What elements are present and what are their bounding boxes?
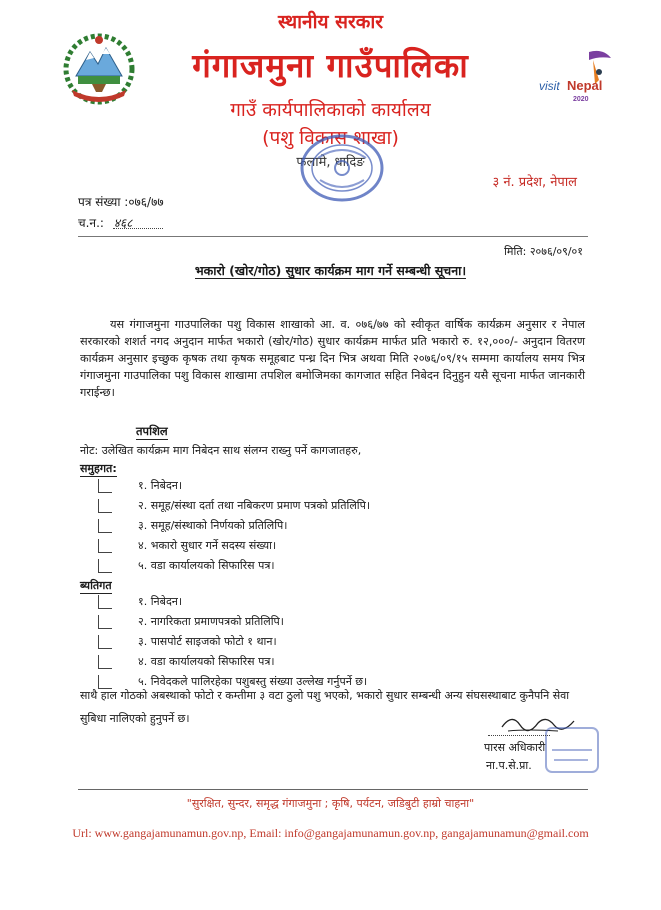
reference-label: पत्र संख्या : [78,195,129,209]
subject-text: भकारो (खोर/गोठ) सुधार कार्यक्रम माग गर्ने सम्बन्धी सूचना। [194,263,467,278]
svg-text:visit: visit [539,79,560,93]
list-item: २. समूह/संस्था दर्ता तथा नबिकरण प्रमाण पत्रको प्रतिलिपि। [98,496,370,516]
group-section-title: समुहगत: [80,462,117,475]
header-branch-name: (पशु विकास शाखा) [262,127,399,149]
list-item: ५. वडा कार्यालयको सिफारिस पत्र। [98,556,370,576]
signatory-stamp-icon [540,720,604,780]
details-heading: तपशिल [136,424,168,438]
letter-date [504,244,583,259]
date-label: मिति: [504,245,527,258]
list-item: ५. निवेदकले पालिरहेका पशुबस्तु संख्या उल्लेख गर्नुपर्ने छ। [98,672,367,692]
list-item: १. निबेदन। [98,476,370,496]
list-item: ४. वडा कार्यालयको सिफारिस पत्र। [98,652,367,672]
date-value: २०७६/०९/०१ [529,245,583,258]
svg-text:Nepal: Nepal [567,78,603,93]
header-municipality-name: गंगाजमुना गाउँपालिका [192,46,469,85]
list-item: २. नागरिकता प्रमाणपत्रको प्रतिलिपि। [98,612,367,632]
list-item: ३. पासपोर्ट साइजको फोटो १ थान। [98,632,367,652]
province-label: ३ नं. प्रदेश, नेपाल [492,175,577,190]
reference-number [78,193,164,210]
header-local-government: स्थानीय सरकार [277,11,384,33]
header-location: फलामे, धादिङ [296,155,365,170]
note-text: नोट: उलेखित कार्यक्रम माग निबेदन साथ संलग्न राख्नु पर्ने कागजातहरु, [80,444,362,457]
svg-text:2020: 2020 [573,96,589,103]
footer-contact: Url: www.gangajamunamun.gov.np, Email: info@gangajamunamun.gov.np, gangajamunamun@gmail.com [72,826,589,840]
reference-value: ०७६/७७ [128,195,164,209]
letter-body: यस गंगाजमुना गाउपालिका पशु विकास शाखाको आ. व. ०७६/७७ को स्वीकृत वार्षिक कार्यक्रम अनुसार र नेपाल सरकारको शशर्त नगद अनुदान मार्फत भकारो (खोर/गोठ) सुधार कार्यक्रम मार्फत प्रति भकारो रु. १२,०००/- अनुदान वितरण कार्यक्रम अनुसार इच्छुक कृषक तथा कृषक समूहबाट पन्ध्र दिन भित्र अथवा मिति २०७६/०९/१५ सम्ममा कार्यालय समय भित्र गंगाजमुना गाउपालिका पशु विकास शाखामा तपशिल बमोजिमका कागजात सहित निबेदन दिनुहुन यसै सूचना मार्फत जानकारी गराईन्छ। [80,318,585,399]
office-stamp-icon [296,128,388,208]
dispatch-underline [113,228,163,229]
list-item: १. निबेदन। [98,592,367,612]
letter-subject [0,262,661,279]
dispatch-value: ४६८ [113,216,133,230]
signatory-name: पारस अधिकारी [484,741,546,754]
header-office-name: गाउँ कार्यपालिकाको कार्यालय [230,99,431,121]
individual-document-list [98,592,367,692]
footer-divider [78,789,588,790]
footer-slogan: "सुरक्षित, सुन्दर, समृद्ध गंगाजमुना ; कृषि, पर्यटन, जडिबुटी हाम्रो चाहना" [186,797,475,810]
signature-dotted-line [488,735,550,736]
individual-section-title: ब्यतिगत [80,579,112,592]
list-item: ४. भकारो सुधार गर्ने सदस्य संख्या। [98,536,370,556]
dispatch-label: च.न.: [78,216,104,230]
closing-paragraph: साथै हाल गोठको अबस्थाको फोटो र कम्तीमा ३ वटा ठुलो पशु भएको, भकारो सुधार सम्बन्धी अन्य संघसस्थाबाट कुनैपनि सेवा सुबिधा नालिएको हुनुपर्ने छ। [80,689,570,725]
top-divider [78,236,588,237]
list-item: ३. समूह/संस्थाको निर्णयको प्रतिलिपि। [98,516,370,536]
signatory-title: ना.प.से.प्रा. [486,759,532,772]
group-document-list [98,476,370,576]
